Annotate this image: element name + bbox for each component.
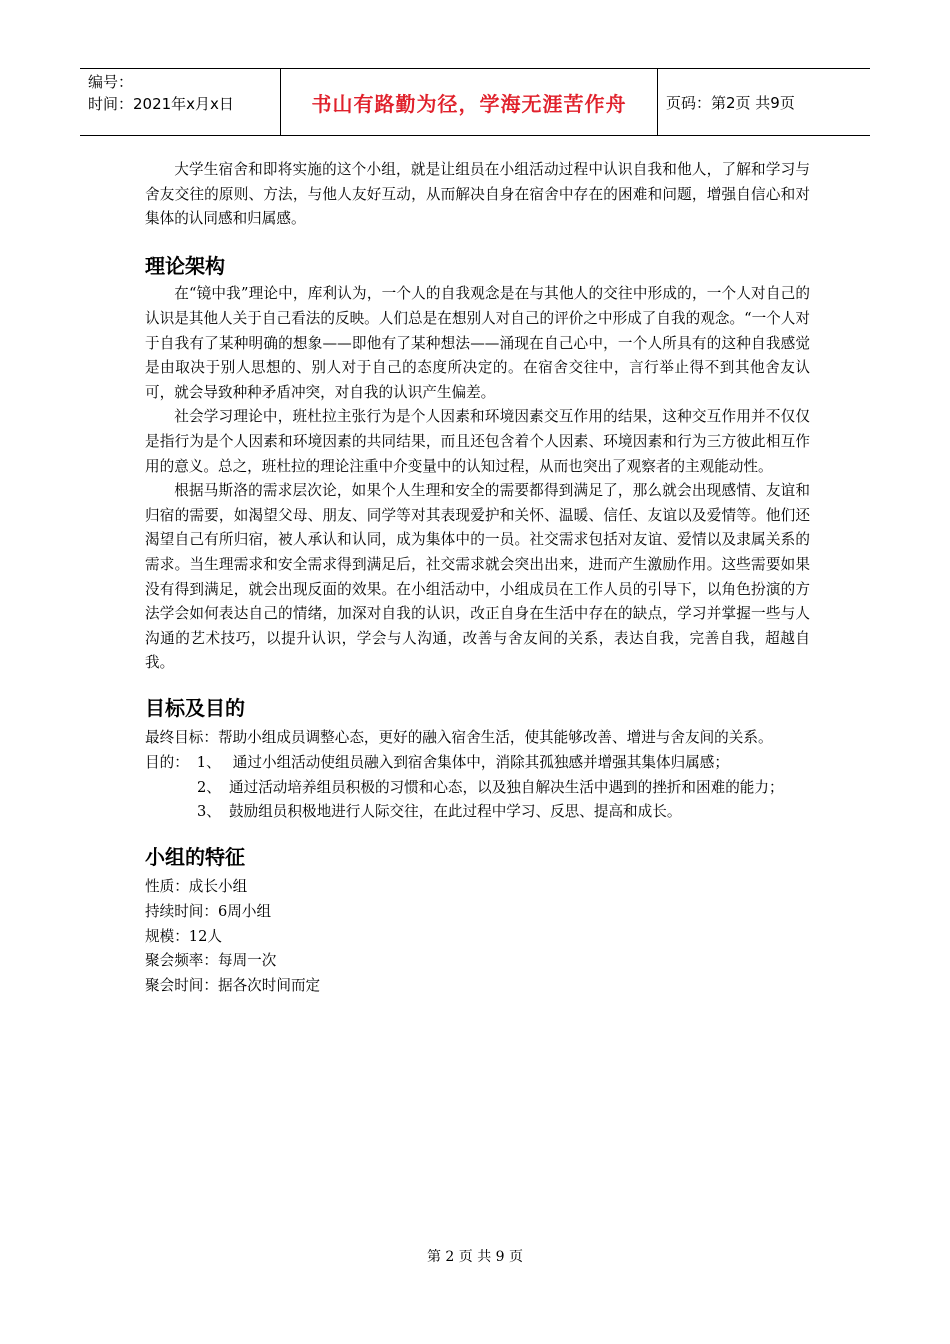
features-title: 小组的特征 [145, 844, 245, 869]
header-meta [80, 69, 281, 135]
purpose-item [145, 776, 810, 801]
purpose-item-text: 通过活动培养组员积极的习惯和心态，以及独自解决生活中遇到的挫折和困难的能力； [229, 778, 784, 796]
purpose-item-text: 鼓励组员积极地进行人际交往，在此过程中学习、反思、提高和成长。 [229, 803, 682, 821]
feature-line: 聚会频率：每周一次 [145, 952, 277, 970]
number-label: 编号： [88, 73, 134, 91]
theory-paragraph: 社会学习理论中，班杜拉主张行为是个人因素和环境因素交互作用的结果，这种交互作用并不仅仅是指行为是个人因素和环境因素的共同结果，而且还包含着个人因素、环境因素和行为三方彼此相互作用的意义。总之，班杜拉的理论注重中介变量中的认知过程，从而也突出了观察者的主观能动性。 [145, 408, 810, 475]
intro-paragraph: 大学生宿舍和即将实施的这个小组，就是让组员在小组活动过程中认识自我和他人，了解和学习与舍友交往的原则、方法，与他人友好互动，从而解决自身在宿舍中存在的困难和问题，增强自信心和对集体的认同感和归属感。 [145, 161, 810, 228]
header-motto-cell [281, 69, 658, 135]
purpose-item-number: 3、 [197, 803, 221, 821]
document-header [80, 68, 870, 136]
purpose-header [145, 751, 810, 776]
header-motto: 书山有路勤为径，学海无涯苦作舟 [311, 91, 627, 116]
purpose-item-number: 2、 [197, 778, 221, 796]
theory-paragraph: 根据马斯洛的需求层次论，如果个人生理和安全的需要都得到满足了，那么就会出现感情、友谊和归宿的需要，如渴望父母、朋友、同学等对其表现爱护和关怀、温暖、信任、友谊以及爱情等。他们还渴望自己有所归宿，被人承认和认同，成为集体中的一员。社交需求包括对友谊、爱情以及隶属关系的需求。当生理需求和安全需求得到满足后，社交需求就会突出出来，进而产生激励作用。这些需要如果没有得到满足，就会出现反面的效果。在小组活动中，小组成员在工作人员的引导下，以角色扮演的方法学会如何表达自己的情绪，加深对自我的认识，改正自身在生活中存在的缺点，学习并掌握一些与人沟通的艺术技巧，以提升认识，学会与人沟通，改善与舍友间的关系，表达自我，完善自我，超越自我。 [145, 482, 810, 672]
purpose-label: 目的： [145, 754, 189, 772]
document-body [145, 158, 810, 998]
purpose-item-text: 通过小组活动使组员融入到宿舍集体中，消除其孤独感并增强其集体归属感； [232, 754, 729, 772]
feature-line: 持续时间：6周小组 [145, 903, 272, 921]
time-label: 时间：2021年x月x日 [88, 95, 234, 113]
feature-line: 聚会时间：据各次时间而定 [145, 976, 321, 994]
purpose-item-number: 1、 [196, 754, 221, 772]
final-goal-label: 最终目标： [145, 729, 218, 747]
final-goal [145, 726, 810, 751]
theory-title: 理论架构 [145, 253, 225, 278]
purpose-item [145, 800, 810, 825]
page-footer: 第 2 页 共 9 页 [426, 1249, 524, 1265]
purpose-first-item [189, 751, 810, 776]
theory-paragraph: 在“镜中我”理论中，库利认为，一个人的自我观念是在与其他人的交往中形成的，一个人对自己的认识是其他人关于自己看法的反映。人们总是在想别人对自己的评价之中形成了自我的观念。“一个人对于自我有了某种明确的想象——即他有了某种想法——涌现在自己心中，一个人所具有的这种自我感觉是由取决于别人思想的、别人对于自己的态度所决定的。在宿舍交往中，言行举止得不到其他舍友认可，就会导致种种矛盾冲突，对自我的认识产生偏差。 [145, 285, 810, 401]
feature-line: 性质：成长小组 [145, 878, 248, 896]
header-page-cell [658, 69, 870, 135]
header-page-label: 页码：第2页 共9页 [666, 93, 795, 112]
final-goal-text: 帮助小组成员调整心态，更好的融入宿舍生活，使其能够改善、增进与舍友间的关系。 [217, 729, 773, 747]
goals-title: 目标及目的 [145, 695, 245, 720]
feature-line: 规模：12人 [145, 927, 222, 945]
